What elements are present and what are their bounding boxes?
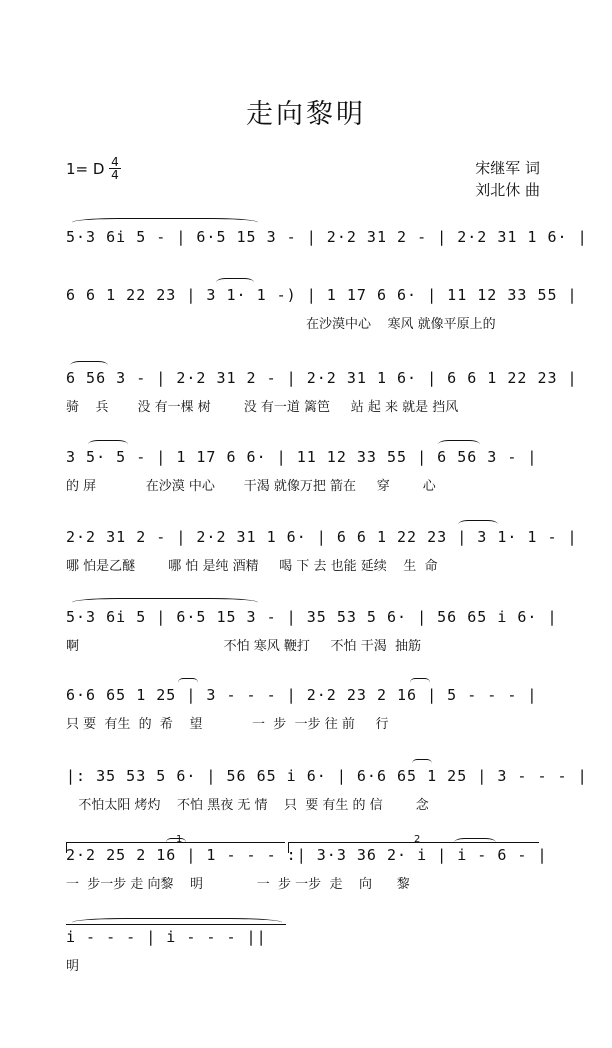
key-signature xyxy=(66,155,119,182)
lyrics: 骑 兵 没 有一棵 树 没 有一道 篱笆 站 起 来 就是 挡风 xyxy=(66,400,459,415)
song-title: 走向黎明 xyxy=(246,99,366,130)
volta-2: 2 xyxy=(288,842,539,853)
time-bottom: 4 xyxy=(111,168,119,182)
notes: 5·3 6i 5 - | 6·5 15 3 - | 2·2 31 2 - | 2·2 31 1 6· | xyxy=(66,228,588,246)
composer: 刘北休 曲 xyxy=(475,181,540,199)
credits xyxy=(475,157,540,201)
volta-1: 1 xyxy=(66,842,285,853)
notes: 6·6 65 1 25 | 3 - - - | 2·2 23 2 16 | 5 - - - | xyxy=(66,686,538,704)
time-signature xyxy=(109,156,121,181)
lyrics: 哪 怕是乙醚 哪 怕 是纯 酒精 喝 下 去 也能 延续 生 命 xyxy=(66,559,438,574)
notes: 6 6 1 22 23 | 3 1· 1 -) | 1 17 6 6· | 11 12 33 55 | xyxy=(66,286,578,304)
notes: 2·2 31 2 - | 2·2 31 1 6· | 6 6 1 22 23 | 3 1· 1 - | xyxy=(66,528,578,546)
lyrics: 的 屏 在沙漠 中心 干渴 就像万把 箭在 穿 心 xyxy=(66,479,436,494)
lyrics: 明 xyxy=(66,959,80,974)
key-label: 1= D xyxy=(66,160,105,178)
lyricist: 宋继军 词 xyxy=(475,159,540,177)
lyrics: 只 要 有生 的 希 望 一 步 一步 往 前 行 xyxy=(66,717,389,732)
lyrics: 在沙漠中心 寒风 就像平原上的 xyxy=(306,317,496,332)
time-top: 4 xyxy=(109,156,121,169)
lyrics: 不怕太阳 烤灼 不怕 黑夜 无 情 只 要 有生 的 信 念 xyxy=(66,798,429,813)
lyrics: 一 步一步 走 向黎 明 一 步 一步 走 向 黎 xyxy=(66,877,410,892)
notes: 2·2 25 2 16 | 1 - - - :| 3·3 36 2· i | i - 6 - | xyxy=(66,846,548,864)
notes: 3 5· 5 - | 1 17 6 6· | 11 12 33 55 | 6 56 3 - | xyxy=(66,448,538,466)
notes: |: 35 53 5 6· | 56 65 i 6· | 6·6 65 1 25 | 3 - - - | xyxy=(66,767,588,785)
lyrics: 啊 不怕 寒风 鞭打 不怕 干渴 抽筋 xyxy=(66,639,421,654)
notes: 5·3 6i 5 | 6·5 15 3 - | 35 53 5 6· | 56 65 i 6· | xyxy=(66,608,558,626)
notes: 6 56 3 - | 2·2 31 2 - | 2·2 31 1 6· | 6 6 1 22 23 | xyxy=(66,369,578,387)
notes: i - - - | i - - - || xyxy=(66,928,267,946)
